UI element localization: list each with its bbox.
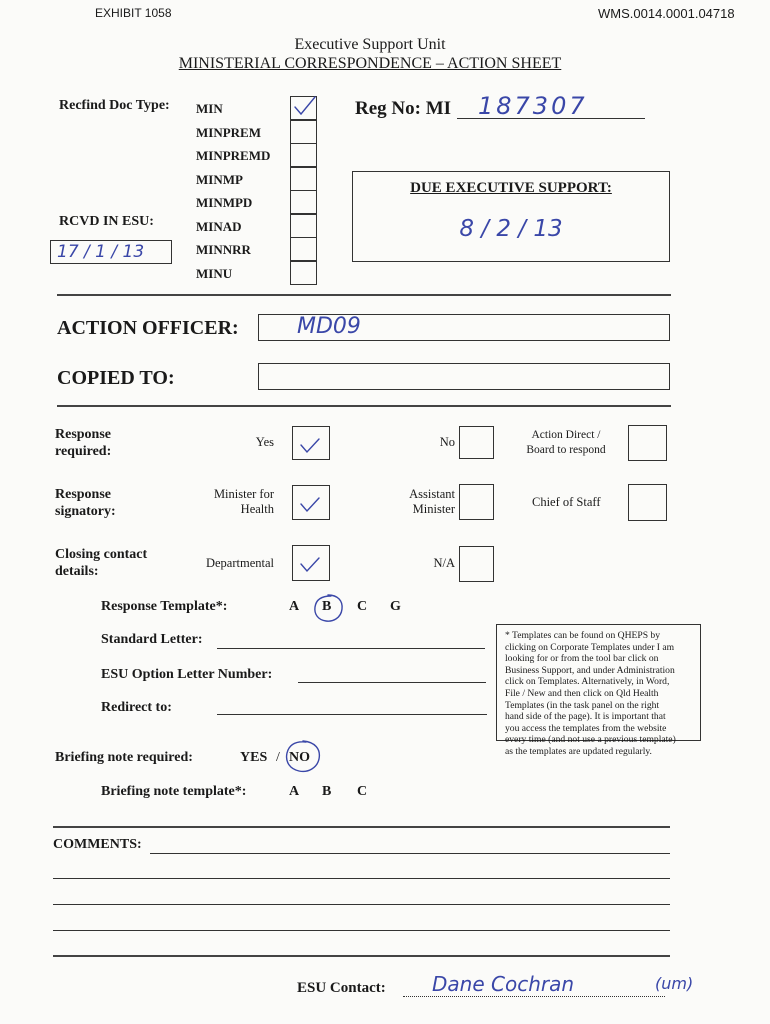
response-no-label: No xyxy=(439,435,455,449)
briefing-yes[interactable]: YES xyxy=(240,750,268,765)
response-required-label-2: required: xyxy=(55,444,112,459)
document-id: WMS.0014.0001.04718 xyxy=(598,6,735,21)
sheet-heading: MINISTERIAL CORRESPONDENCE – ACTION SHEET xyxy=(178,55,562,72)
template-note-text xyxy=(505,630,700,758)
template-note-line: Templates (in the task panel on the right xyxy=(505,699,660,711)
briefing-template-label: Briefing note template*: xyxy=(101,784,247,799)
doc-type-checkbox-minprem[interactable] xyxy=(290,120,317,144)
doc-type-checkbox-minmpd[interactable] xyxy=(290,190,317,214)
redirect-label: Redirect to: xyxy=(101,700,172,715)
briefing-template-c[interactable]: C xyxy=(357,784,368,799)
divider-comments xyxy=(53,826,670,828)
closing-contact-label-1: Closing contact xyxy=(55,547,148,562)
assistant-minister-checkbox[interactable] xyxy=(459,484,494,520)
redirect-line xyxy=(217,714,487,715)
briefing-no-circle xyxy=(281,737,325,777)
doc-type-checkbox-minpremd[interactable] xyxy=(290,143,317,167)
standard-letter-line xyxy=(217,648,485,649)
doc-type-checkbox-minad[interactable] xyxy=(290,214,317,238)
comments-label: COMMENTS: xyxy=(53,837,142,852)
template-note-line: you access the templates from the website xyxy=(505,722,667,734)
doc-type-checkbox-minu[interactable] xyxy=(290,261,317,285)
action-direct-label-1: Action Direct / xyxy=(531,429,601,441)
response-required-label-1: Response xyxy=(55,427,112,442)
assistant-minister-label-2: Minister xyxy=(412,502,455,516)
doc-type-option-minpremd: MINPREMD xyxy=(196,148,271,163)
due-box[interactable] xyxy=(352,171,670,262)
template-note-line: click on Templates. Alternatively, in Word, xyxy=(505,676,670,688)
briefing-template-a[interactable]: A xyxy=(289,784,300,799)
chief-of-staff-label: Chief of Staff xyxy=(532,495,601,509)
response-signatory-label-2: signatory: xyxy=(55,504,116,519)
na-label: N/A xyxy=(433,556,455,570)
standard-letter-label: Standard Letter: xyxy=(101,632,203,647)
esu-contact-suffix: (um) xyxy=(655,974,694,993)
comment-line-4[interactable] xyxy=(53,930,670,931)
comment-line-2[interactable] xyxy=(53,878,670,879)
copied-to-label: COPIED TO: xyxy=(57,367,175,389)
doc-type-option-minad: MINAD xyxy=(196,218,242,234)
template-note-line: hand side of the page). It is important that xyxy=(505,711,666,723)
esu-contact-label: ESU Contact: xyxy=(297,980,386,996)
doc-type-option-minu: MINU xyxy=(196,265,233,281)
briefing-separator: / xyxy=(276,750,280,765)
briefing-required-label: Briefing note required: xyxy=(55,750,193,765)
template-note-box xyxy=(496,624,701,757)
copied-to-field[interactable] xyxy=(258,363,670,390)
response-required-label xyxy=(55,426,111,460)
doc-type-option-minnrr: MINNRR xyxy=(196,242,251,257)
doc-type-label: Recfind Doc Type: xyxy=(59,98,170,113)
comment-line-5 xyxy=(53,955,670,957)
minister-health-label-1: Minister for xyxy=(213,487,274,501)
template-note-line: File / New and then click on Qld Health xyxy=(505,687,659,699)
briefing-template-b[interactable]: B xyxy=(322,784,332,799)
template-note-line: every time (and not use a previous template) xyxy=(505,734,676,746)
doc-type-option-minprem: MINPREM xyxy=(196,124,261,140)
assistant-minister-label xyxy=(380,487,455,517)
comment-line-3[interactable] xyxy=(53,904,670,905)
template-option-c[interactable]: C xyxy=(357,599,368,614)
action-officer-value: MD09 xyxy=(297,314,361,339)
briefing-no[interactable]: NO xyxy=(289,750,310,765)
template-option-a[interactable]: A xyxy=(289,599,300,614)
response-signatory-label xyxy=(55,486,116,520)
departmental-label: Departmental xyxy=(205,556,274,570)
rcvd-label: RCVD IN ESU: xyxy=(59,214,154,229)
comment-line-1[interactable] xyxy=(150,853,670,854)
action-direct-label xyxy=(512,428,620,458)
assistant-minister-label-1: Assistant xyxy=(409,487,455,501)
action-direct-checkbox[interactable] xyxy=(628,425,667,461)
na-checkbox[interactable] xyxy=(459,546,494,582)
doc-type-option-min: MIN xyxy=(196,101,223,116)
rcvd-box[interactable] xyxy=(50,240,172,264)
response-yes-check-mark xyxy=(298,434,322,456)
divider-top xyxy=(57,294,671,296)
chief-of-staff-checkbox[interactable] xyxy=(628,484,667,521)
closing-contact-label-2: details: xyxy=(55,564,99,579)
response-template-label: Response Template*: xyxy=(101,599,228,614)
departmental-check-mark xyxy=(298,553,322,575)
action-officer-field[interactable] xyxy=(258,314,670,341)
template-option-b[interactable]: B xyxy=(322,599,332,614)
minister-health-check-mark xyxy=(298,493,322,515)
min-check-mark xyxy=(291,94,319,118)
esu-contact-line xyxy=(403,996,665,997)
unit-title: Executive Support Unit xyxy=(294,36,446,53)
template-note-line: clicking on Corporate Templates under I am xyxy=(505,641,675,653)
minister-health-label-2: Health xyxy=(240,502,274,516)
divider-mid xyxy=(57,405,671,407)
template-b-circle xyxy=(310,592,346,624)
action-officer-label: ACTION OFFICER: xyxy=(57,317,239,339)
exhibit-label: EXHIBIT 1058 xyxy=(95,6,172,20)
action-direct-label-2: Board to respond xyxy=(526,444,606,456)
esu-option-line xyxy=(298,682,486,683)
template-note-line: Business Support, and under Administration xyxy=(505,664,675,676)
doc-type-checkbox-minnrr[interactable] xyxy=(290,237,317,261)
esu-contact-signature[interactable]: Dane Cochran xyxy=(432,972,575,996)
reg-no-label: Reg No: MI xyxy=(355,98,452,119)
minister-health-label xyxy=(185,487,274,517)
response-signatory-label-1: Response xyxy=(55,487,112,502)
closing-contact-label xyxy=(55,546,147,580)
due-label: DUE EXECUTIVE SUPPORT: xyxy=(410,180,612,196)
doc-type-option-minmpd: MINMPD xyxy=(196,195,253,210)
template-note-line: looking for or from the tool bar click on xyxy=(505,653,659,665)
due-value: 8 / 2 / 13 xyxy=(459,216,563,242)
template-note-line: * Templates can be found on QHEPS by xyxy=(505,630,661,641)
esu-option-label: ESU Option Letter Number: xyxy=(101,667,273,682)
response-no-checkbox[interactable] xyxy=(459,426,494,459)
reg-no-value[interactable]: 187307 xyxy=(478,92,588,120)
doc-type-checkbox-minmp[interactable] xyxy=(290,167,317,191)
rcvd-value: 17 / 1 / 13 xyxy=(57,242,145,262)
response-yes-label: Yes xyxy=(255,435,274,449)
template-note-line: as the templates are updated regularly. xyxy=(505,745,652,757)
template-option-g[interactable]: G xyxy=(390,599,401,614)
doc-type-option-minmp: MINMP xyxy=(196,171,243,187)
